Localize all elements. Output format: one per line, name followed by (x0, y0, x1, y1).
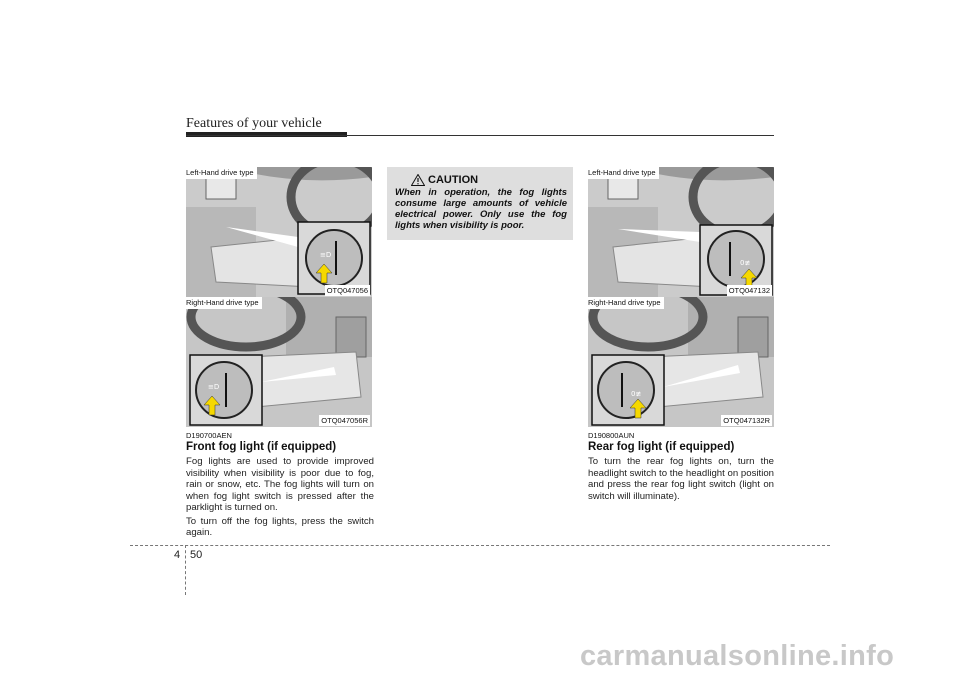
paragraph: Fog lights are used to provide improved visibility when visibility is poor due to fog, rain or snow, etc. The fog lights will turn on when fog light switch is pressed after the parklight is turned on. (186, 456, 374, 513)
warning-triangle-icon (411, 174, 425, 186)
figure-label: Left-Hand drive type (588, 167, 659, 179)
figure-front-fog-lhd (186, 167, 372, 297)
figure-rear-fog-lhd (588, 167, 774, 297)
page-header-title: Features of your vehicle (186, 116, 322, 131)
caution-title: CAUTION (428, 174, 479, 186)
figure-code: OTQ047132R (723, 416, 770, 425)
figure-label: Right-Hand drive type (588, 297, 664, 309)
figure-label: Left-Hand drive type (186, 167, 257, 179)
caution-box (387, 167, 573, 240)
section-title: Rear fog light (if equipped) (588, 441, 735, 453)
caution-text: When in operation, the fog lights consume large amounts of vehicle electrical power. Only use the fog lights when visibility is poor. (395, 187, 567, 231)
svg-text:0≢: 0≢ (631, 390, 642, 398)
section-title: Front fog light (if equipped) (186, 441, 337, 453)
section-code: D190700AEN (186, 431, 232, 440)
chapter-number: 4 (174, 549, 181, 561)
paragraph: To turn the rear fog lights on, turn the headlight switch to the headlight on position and press the rear fog light switch (light on switch will illuminate). (588, 456, 774, 502)
dashboard-illustration (588, 167, 774, 297)
figure-rear-fog-rhd (588, 297, 774, 427)
section-code: D190800AUN (588, 431, 635, 440)
watermark: carmanualsonline.info (580, 640, 895, 672)
dashboard-illustration (588, 297, 774, 427)
figure-code: OTQ047132 (728, 286, 770, 295)
footer-divider (185, 545, 186, 595)
footer-rule (130, 545, 830, 546)
figure-label: Right-Hand drive type (186, 297, 262, 309)
page-number: 50 (190, 549, 203, 561)
paragraph: To turn off the fog lights, press the switch again. (186, 515, 374, 538)
svg-text:≡D: ≡D (320, 251, 332, 259)
dashboard-illustration (186, 167, 372, 297)
section-body (186, 456, 374, 541)
header-rule (186, 135, 774, 136)
svg-text:≡D: ≡D (208, 383, 220, 391)
svg-text:0≢: 0≢ (740, 259, 751, 267)
figure-code: OTQ047056R (321, 416, 368, 425)
section-body (588, 456, 774, 504)
dashboard-illustration (186, 297, 372, 427)
figure-code: OTQ047056 (326, 286, 368, 295)
figure-front-fog-rhd (186, 297, 372, 427)
